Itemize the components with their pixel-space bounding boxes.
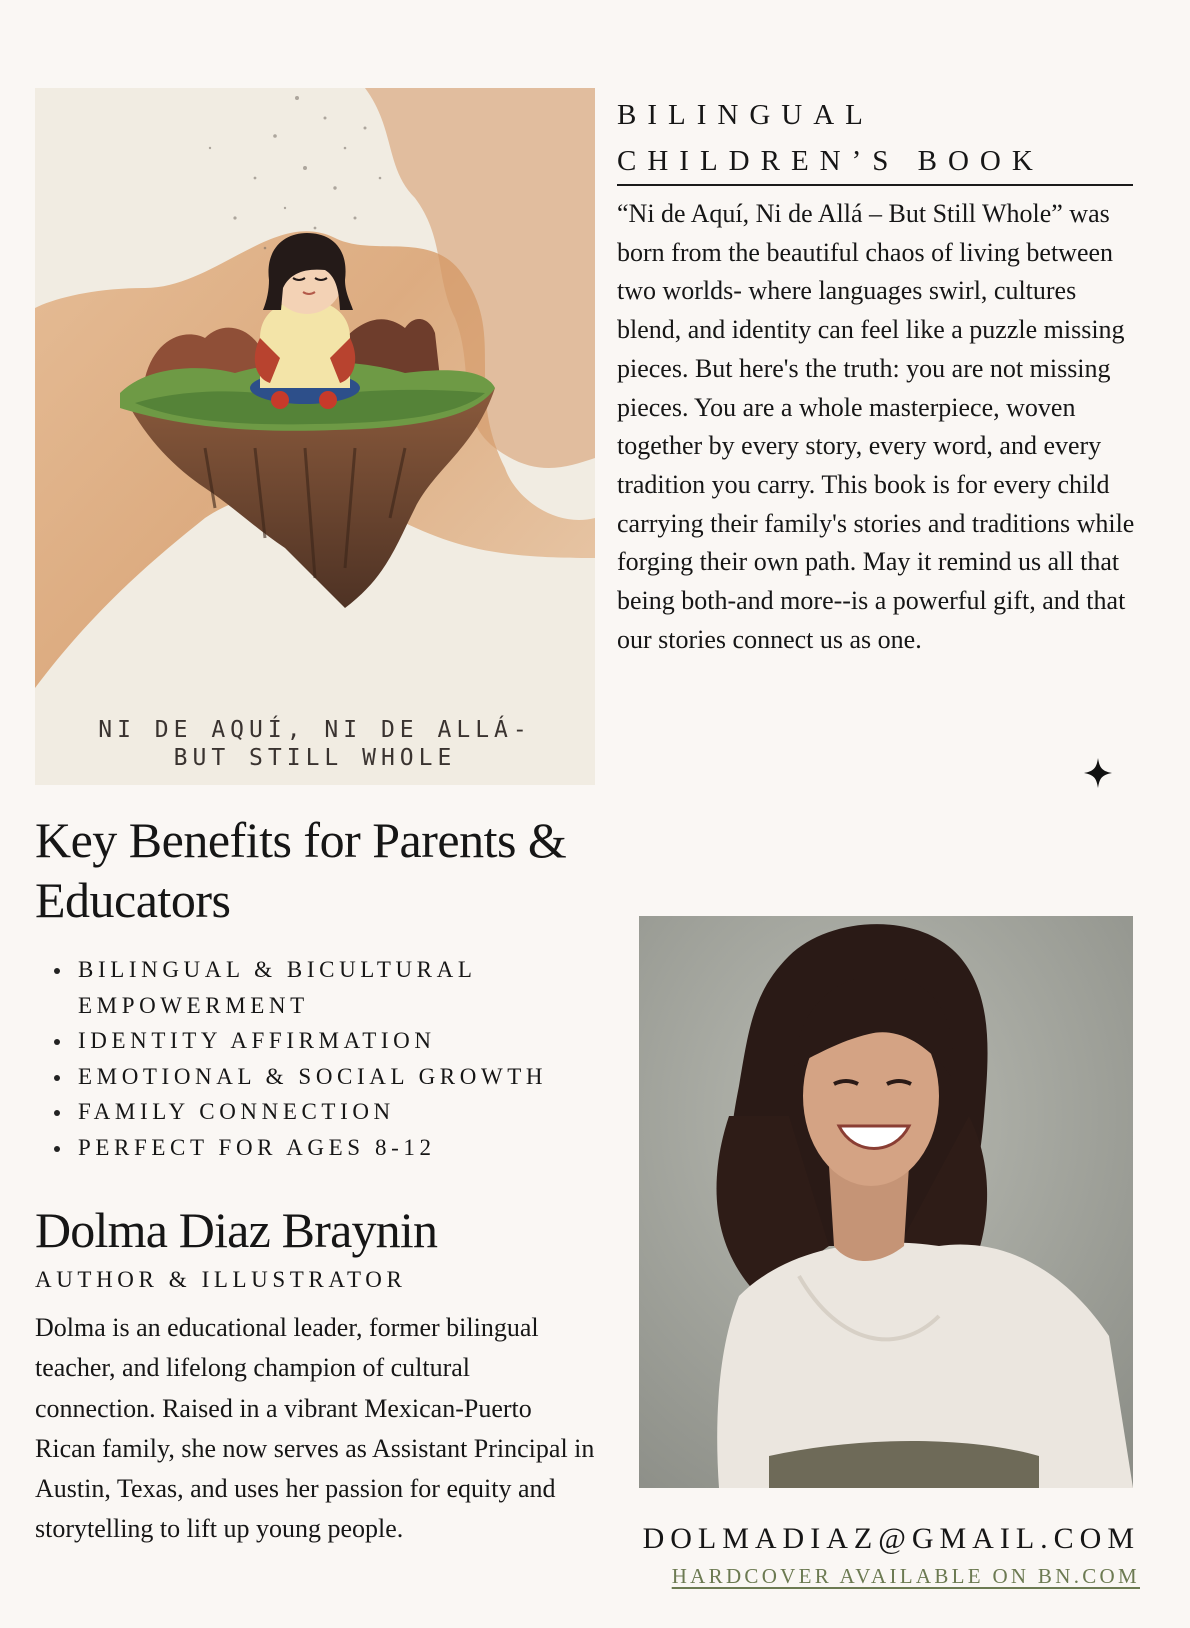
- author-photo-illustration: [639, 916, 1133, 1488]
- book-heading: [617, 92, 1137, 184]
- list-item: FAMILY CONNECTION: [52, 1094, 612, 1130]
- contact-email[interactable]: DOLMADIAZ@GMAIL.COM: [642, 1522, 1140, 1555]
- cover-title: [35, 716, 595, 772]
- cover-title-line1: NI DE AQUÍ, NI DE ALLÁ-: [98, 717, 532, 743]
- four-point-star-icon: [1084, 758, 1112, 788]
- hardcover-link[interactable]: HARDCOVER AVAILABLE ON BN.COM: [671, 1564, 1140, 1588]
- cover-illustration: [35, 88, 595, 785]
- book-description: “Ni de Aquí, Ni de Allá – But Still Whole” was born from the beautiful chaos of living between two worlds- where languages swirl, cultures blend, and identity can feel like a puzzle missing pieces. But here's the truth: you are not missing pieces. You are a whole masterpiece, woven together by every story, every word, and every tradition you carry. This book is for every child carrying their family's stories and traditions while forging their own path. May it remind us all that being both-and more--is a powerful gift, and that our stories connect us as one.: [617, 199, 1135, 654]
- list-item: BILINGUAL & BICULTURAL EMPOWERMENT: [52, 952, 612, 1023]
- author-name: Dolma Diaz Braynin: [35, 1202, 438, 1258]
- author-bio: Dolma is an educational leader, former bilingual teacher, and lifelong champion of cultural connection. Raised in a vibrant Mexican-Puerto Rican family, she now serves as Assistant Principal in Austin, Texas, and uses her passion for equity and storytelling to lift up young people.: [35, 1313, 595, 1544]
- benefits-title: Key Benefits for Parents & Educators: [35, 812, 567, 928]
- author-photo: [639, 916, 1133, 1488]
- benefits-list: [52, 952, 612, 1165]
- heading-divider: [617, 184, 1133, 186]
- book-heading-line1: BILINGUAL: [617, 99, 874, 131]
- book-heading-line2: CHILDREN’S BOOK: [617, 145, 1044, 177]
- list-item: IDENTITY AFFIRMATION: [52, 1023, 612, 1059]
- cover-title-line2: BUT STILL WHOLE: [173, 745, 457, 771]
- list-item: PERFECT FOR AGES 8-12: [52, 1130, 612, 1166]
- author-role: AUTHOR & ILLUSTRATOR: [35, 1267, 407, 1292]
- book-cover-image: [35, 88, 595, 785]
- list-item: EMOTIONAL & SOCIAL GROWTH: [52, 1059, 612, 1095]
